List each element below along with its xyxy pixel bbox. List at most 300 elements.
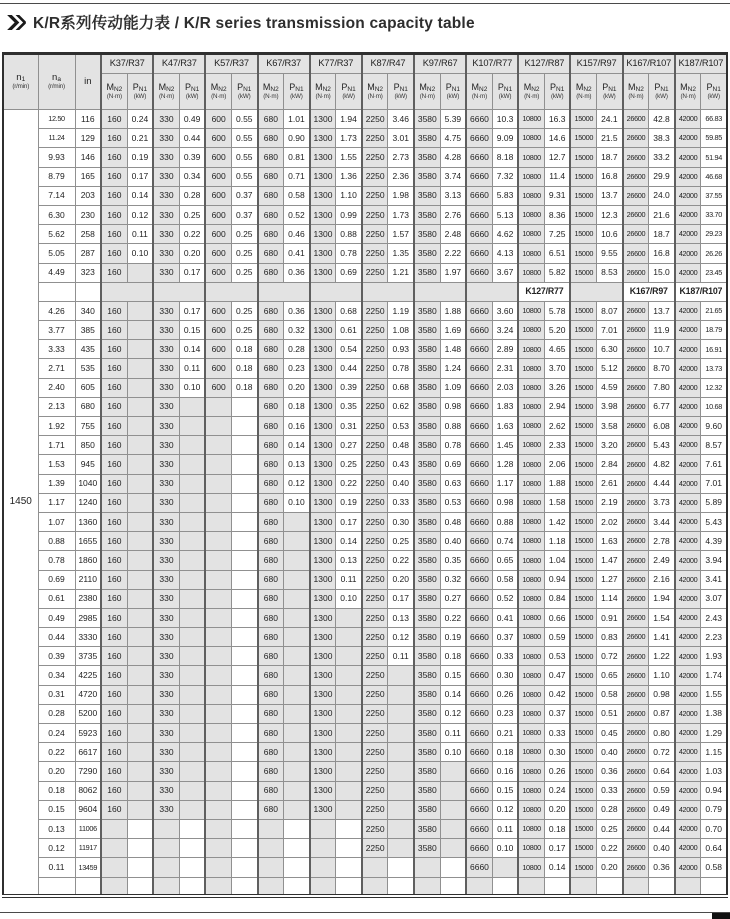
output-speed-cell: 0.22 [38,743,75,762]
torque-cell [205,436,231,455]
torque-cell: 1300 [310,781,336,800]
power-cell: 0.22 [179,225,205,244]
power-cell: 24.1 [597,110,623,129]
power-cell [231,532,257,551]
torque-cell: 160 [101,628,127,647]
power-cell: 0.55 [231,148,257,167]
power-column-header: $P_{N1}$ (kW) [127,74,153,110]
power-cell [179,877,205,896]
power-cell: 0.37 [492,628,518,647]
power-cell [284,589,310,608]
torque-cell: 330 [153,417,179,436]
torque-cell: 1300 [310,800,336,819]
torque-cell: 160 [101,551,127,570]
power-cell: 9.60 [701,417,727,436]
ratio-cell: 287 [75,244,101,263]
ratio-cell: 605 [75,378,101,397]
power-column-header: $P_{N1}$ (kW) [649,74,675,110]
power-cell: 0.10 [127,244,153,263]
ratio-cell: 1360 [75,512,101,531]
torque-cell: 160 [101,167,127,186]
torque-cell: 680 [258,743,284,762]
torque-cell: 26600 [623,205,649,224]
torque-cell: 1300 [310,359,336,378]
power-cell [179,781,205,800]
torque-cell: 680 [258,417,284,436]
torque-cell: 26600 [623,628,649,647]
power-cell: 2.31 [492,359,518,378]
power-cell: 0.37 [231,186,257,205]
torque-cell: 6660 [466,839,492,858]
torque-cell: 3580 [414,205,440,224]
torque-cell: 2250 [362,551,388,570]
torque-cell: 1300 [310,110,336,129]
power-cell [231,608,257,627]
torque-column-header: $M_{N2}$ (N·m) [205,74,231,110]
power-cell [440,762,466,781]
torque-cell: 1300 [310,148,336,167]
power-cell [179,532,205,551]
torque-cell: 26600 [623,724,649,743]
torque-cell: 2250 [362,532,388,551]
power-cell: 5.43 [649,436,675,455]
torque-cell: 10800 [518,819,544,838]
torque-cell: 26600 [623,340,649,359]
power-cell: 0.30 [388,512,414,531]
power-cell: 11.4 [544,167,570,186]
power-cell: 0.25 [179,205,205,224]
torque-cell: 10800 [518,493,544,512]
power-cell: 0.24 [127,110,153,129]
power-cell [127,512,153,531]
power-cell: 0.99 [336,205,362,224]
power-cell [179,397,205,416]
power-cell: 0.53 [544,647,570,666]
model-change-subheader-cell [258,282,310,301]
power-cell: 0.19 [336,493,362,512]
ratio-cell: 258 [75,225,101,244]
power-cell: 0.40 [388,474,414,493]
power-cell: 4.28 [440,148,466,167]
power-cell: 0.46 [284,225,310,244]
torque-cell: 6660 [466,666,492,685]
power-cell [336,647,362,666]
power-cell: 0.10 [492,839,518,858]
power-cell [388,819,414,838]
power-cell: 0.70 [701,819,727,838]
power-cell: 3.07 [701,589,727,608]
power-cell: 0.20 [179,244,205,263]
torque-cell: 680 [258,148,284,167]
power-cell [127,301,153,320]
power-cell [492,877,518,896]
power-cell: 0.14 [544,858,570,877]
torque-cell: 330 [153,512,179,531]
capacity-table-wrapper [2,52,728,898]
torque-cell: 26600 [623,225,649,244]
power-cell: 2.76 [440,205,466,224]
power-cell: 3.44 [649,512,675,531]
torque-cell: 160 [101,493,127,512]
power-cell [336,800,362,819]
power-cell: 7.80 [649,378,675,397]
torque-cell: 3580 [414,359,440,378]
power-cell: 0.18 [440,647,466,666]
power-cell [231,493,257,512]
ratio-cell: 7290 [75,762,101,781]
power-cell: 18.7 [597,148,623,167]
torque-cell: 10800 [518,781,544,800]
power-cell [127,704,153,723]
power-cell: 0.13 [336,551,362,570]
torque-cell: 6660 [466,589,492,608]
torque-cell: 680 [258,129,284,148]
torque-cell: 330 [153,244,179,263]
power-cell: 18.7 [649,225,675,244]
torque-cell: 2250 [362,800,388,819]
power-cell: 0.28 [597,800,623,819]
torque-cell: 3580 [414,244,440,263]
ratio-cell: 5200 [75,704,101,723]
ratio-cell: 945 [75,455,101,474]
power-cell [336,819,362,838]
torque-cell: 2250 [362,628,388,647]
power-cell: 0.40 [649,839,675,858]
power-cell [231,858,257,877]
torque-cell [205,858,231,877]
torque-cell: 15000 [570,704,596,723]
torque-cell: 42000 [675,129,701,148]
power-cell [127,608,153,627]
torque-cell: 330 [153,589,179,608]
ratio-cell: 535 [75,359,101,378]
torque-cell: 330 [153,263,179,282]
power-cell: 0.52 [492,589,518,608]
torque-cell: 15000 [570,301,596,320]
torque-cell: 680 [258,724,284,743]
torque-cell: 1300 [310,301,336,320]
ratio-cell: 11006 [75,819,101,838]
torque-cell: 2250 [362,167,388,186]
torque-cell: 680 [258,493,284,512]
power-cell [127,781,153,800]
power-cell: 14.6 [544,129,570,148]
power-cell: 7.61 [701,455,727,474]
power-cell: 7.32 [492,167,518,186]
page-title-separator: / [170,15,184,32]
torque-cell: 680 [258,608,284,627]
power-cell: 1.15 [701,743,727,762]
model-header: K157/R97 [570,54,622,74]
power-cell: 3.60 [492,301,518,320]
torque-cell: 2250 [362,647,388,666]
torque-cell: 330 [153,301,179,320]
torque-cell [205,666,231,685]
power-cell: 5.43 [701,512,727,531]
power-cell: 2.03 [492,378,518,397]
torque-cell: 1300 [310,378,336,397]
torque-cell: 15000 [570,436,596,455]
power-cell: 0.59 [649,781,675,800]
power-cell [388,704,414,723]
torque-cell: 3580 [414,129,440,148]
power-cell [231,762,257,781]
power-cell: 0.44 [179,129,205,148]
power-cell: 0.55 [231,110,257,129]
table-row [3,839,727,858]
power-column-header: $P_{N1}$ (kW) [492,74,518,110]
power-cell: 0.13 [284,455,310,474]
power-cell: 0.34 [179,167,205,186]
power-cell: 0.25 [231,321,257,340]
torque-cell: 160 [101,455,127,474]
torque-cell: 42000 [675,704,701,723]
torque-cell: 680 [258,186,284,205]
power-cell [179,724,205,743]
torque-cell: 3580 [414,417,440,436]
torque-cell: 6660 [466,378,492,397]
torque-cell: 330 [153,781,179,800]
power-cell [231,800,257,819]
torque-cell: 42000 [675,340,701,359]
power-cell [284,608,310,627]
torque-cell: 42000 [675,474,701,493]
table-row [3,225,727,244]
torque-cell: 6660 [466,704,492,723]
torque-cell [205,628,231,647]
power-cell: 1.93 [701,647,727,666]
power-cell: 2.62 [544,417,570,436]
power-cell [440,819,466,838]
power-cell [231,436,257,455]
power-cell: 0.39 [179,148,205,167]
power-cell: 1.03 [701,762,727,781]
torque-cell [205,743,231,762]
power-cell: 0.40 [597,743,623,762]
power-cell: 6.77 [649,397,675,416]
torque-cell: 2250 [362,321,388,340]
torque-cell: 330 [153,800,179,819]
ratio-cell: 116 [75,110,101,129]
power-cell: 7.25 [544,225,570,244]
power-cell: 1.83 [492,397,518,416]
torque-cell [414,877,440,896]
page-header [7,11,475,33]
output-speed-cell: 2.13 [38,397,75,416]
torque-cell: 26600 [623,858,649,877]
torque-cell: 680 [258,474,284,493]
power-column-header: $P_{N1}$ (kW) [336,74,362,110]
power-cell: 0.53 [388,417,414,436]
torque-cell: 160 [101,512,127,531]
torque-cell: 1300 [310,685,336,704]
torque-cell [310,819,336,838]
torque-cell: 10800 [518,800,544,819]
torque-cell: 42000 [675,781,701,800]
power-cell: 4.44 [649,474,675,493]
torque-cell: 42000 [675,186,701,205]
power-cell: 0.54 [336,340,362,359]
torque-cell: 600 [205,110,231,129]
power-cell: 3.67 [492,263,518,282]
power-cell: 1.57 [388,225,414,244]
torque-cell: 330 [153,666,179,685]
torque-cell: 6660 [466,858,492,877]
power-cell: 0.13 [388,608,414,627]
torque-cell: 10800 [518,378,544,397]
power-cell: 0.11 [127,225,153,244]
power-cell: 0.28 [179,186,205,205]
power-cell: 1.41 [649,628,675,647]
output-speed-cell: 1.92 [38,417,75,436]
power-cell: 0.64 [701,839,727,858]
torque-cell: 6660 [466,340,492,359]
torque-cell: 10800 [518,397,544,416]
torque-cell: 15000 [570,781,596,800]
torque-cell: 10800 [518,205,544,224]
power-cell [127,359,153,378]
power-cell: 1.35 [388,244,414,263]
torque-column-header: $M_{N2}$ (N·m) [570,74,596,110]
model-change-subheader-cell [362,282,414,301]
power-cell: 2.33 [544,436,570,455]
output-speed-cell: 6.30 [38,205,75,224]
table-row [3,186,727,205]
power-column-header: $P_{N1}$ (kW) [284,74,310,110]
torque-cell: 1300 [310,762,336,781]
power-cell: 0.44 [336,359,362,378]
table-row [3,628,727,647]
torque-cell: 330 [153,628,179,647]
torque-column-header: $M_{N2}$ (N·m) [623,74,649,110]
power-cell: 0.11 [440,724,466,743]
power-cell: 0.74 [492,532,518,551]
power-cell: 1.55 [336,148,362,167]
power-cell: 0.18 [231,378,257,397]
power-cell [127,532,153,551]
power-cell [127,493,153,512]
torque-cell: 680 [258,244,284,263]
power-cell: 7.01 [597,321,623,340]
torque-cell: 15000 [570,225,596,244]
power-cell: 0.14 [336,532,362,551]
torque-cell: 600 [205,359,231,378]
torque-cell: 26600 [623,436,649,455]
torque-cell [101,858,127,877]
torque-column-header: $M_{N2}$ (N·m) [414,74,440,110]
torque-cell: 15000 [570,397,596,416]
output-speed-cell [38,282,75,301]
torque-cell: 15000 [570,186,596,205]
power-cell: 16.3 [544,110,570,129]
torque-cell: 3580 [414,474,440,493]
torque-cell: 2250 [362,397,388,416]
power-cell: 0.25 [388,532,414,551]
power-cell: 1.36 [336,167,362,186]
power-cell: 0.68 [388,378,414,397]
torque-cell: 160 [101,263,127,282]
power-cell [388,781,414,800]
torque-cell: 3580 [414,762,440,781]
ratio-cell [75,282,101,301]
power-cell: 2.22 [440,244,466,263]
torque-cell: 15000 [570,608,596,627]
ratio-cell: 6617 [75,743,101,762]
table-row [3,455,727,474]
power-cell: 0.91 [597,608,623,627]
torque-cell: 42000 [675,628,701,647]
power-cell: 1.14 [597,589,623,608]
power-cell: 0.83 [597,628,623,647]
power-cell [440,800,466,819]
torque-cell: 680 [258,551,284,570]
power-cell: 5.39 [440,110,466,129]
power-cell: 0.80 [649,724,675,743]
power-cell: 0.45 [597,724,623,743]
model-change-subheader-cell [414,282,466,301]
torque-cell: 15000 [570,205,596,224]
torque-cell: 330 [153,762,179,781]
output-speed-cell: 12.50 [38,110,75,129]
power-cell: 16.8 [649,244,675,263]
torque-cell: 600 [205,148,231,167]
torque-cell: 26600 [623,589,649,608]
model-header: K57/R37 [205,54,257,74]
torque-cell: 6660 [466,608,492,627]
torque-cell: 2250 [362,359,388,378]
power-cell: 0.35 [440,551,466,570]
torque-cell: 42000 [675,839,701,858]
torque-cell: 160 [101,321,127,340]
power-cell: 1.47 [597,551,623,570]
torque-cell: 15000 [570,110,596,129]
model-header: K167/R107 [623,54,675,74]
torque-cell: 10800 [518,148,544,167]
power-cell [231,704,257,723]
table-row [3,474,727,493]
torque-cell: 600 [205,129,231,148]
power-cell: 0.18 [231,340,257,359]
power-cell: 0.17 [179,263,205,282]
torque-cell [205,819,231,838]
power-cell [440,877,466,896]
power-cell [336,781,362,800]
power-cell: 0.19 [440,628,466,647]
torque-cell: 160 [101,685,127,704]
torque-cell: 330 [153,110,179,129]
torque-cell: 2250 [362,589,388,608]
output-speed-cell: 2.71 [38,359,75,378]
torque-cell [205,704,231,723]
power-cell: 1.29 [701,724,727,743]
power-cell [388,839,414,858]
torque-cell [205,512,231,531]
torque-cell: 160 [101,781,127,800]
torque-cell: 10800 [518,551,544,570]
torque-cell: 26600 [623,839,649,858]
power-cell: 0.39 [336,378,362,397]
capacity-table [2,52,728,898]
power-cell: 0.20 [597,858,623,877]
power-cell: 6.51 [544,244,570,263]
power-cell: 11.9 [649,321,675,340]
power-cell: 0.79 [701,800,727,819]
power-cell [284,685,310,704]
torque-cell: 600 [205,186,231,205]
power-cell: 23.45 [701,263,727,282]
torque-cell: 2250 [362,148,388,167]
torque-cell [205,455,231,474]
